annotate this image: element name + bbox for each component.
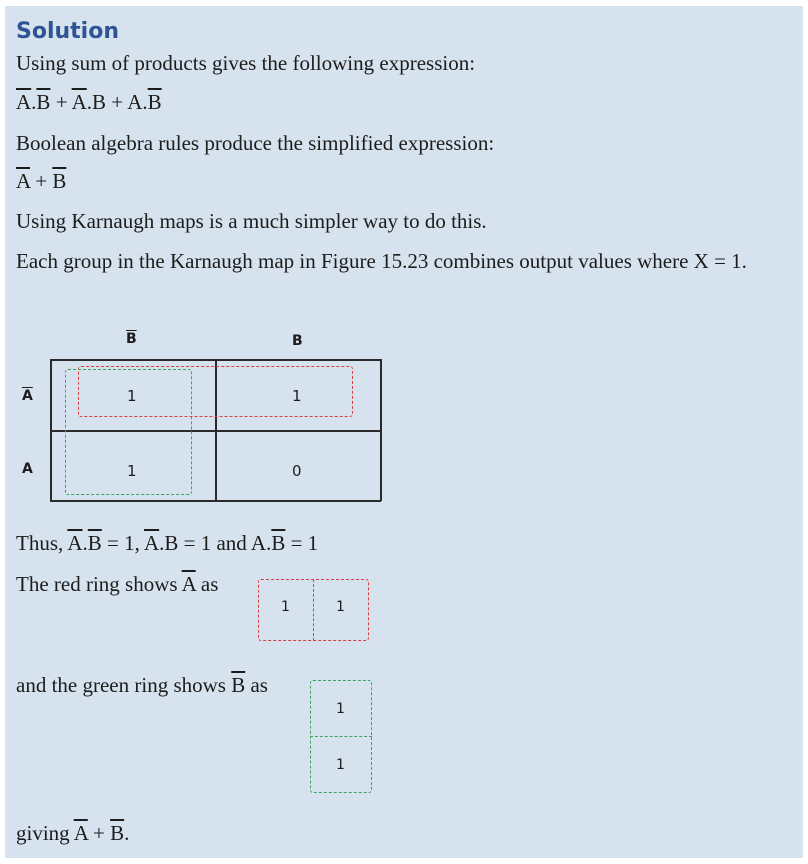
- simplified-expression: $\overline{A} + \overline{B}$: [16, 169, 67, 193]
- solution-heading: Solution: [16, 19, 119, 44]
- grid-line: [50, 359, 52, 501]
- green-ring-divider: [310, 736, 372, 737]
- row-label-a-bar: $\overline{A}$: [22, 388, 33, 404]
- thus-statement: Thus, $\overline{A}.\overline{B} = 1$, $\overline{A}.B = 1$ and $A.\overline{B} = 1$: [16, 531, 319, 555]
- kmap-cell: 1: [127, 462, 137, 480]
- row-label-a: A: [22, 461, 33, 477]
- karnaugh-intro-text: Using Karnaugh maps is a much simpler way to do this.: [16, 209, 487, 233]
- green-ring-cell: 1: [336, 757, 345, 773]
- red-ring-statement: The red ring shows $\overline{A}$ as: [16, 572, 219, 596]
- col-label-b: B: [292, 333, 303, 349]
- red-ring-cell: 1: [281, 599, 290, 615]
- intro-text: Using sum of products gives the following expression:: [16, 51, 476, 75]
- sum-of-products-expression: $\overline{A}.\overline{B} + \overline{A}.B + A.\overline{B}$: [16, 90, 162, 114]
- kmap-cell: 1: [292, 387, 302, 405]
- grid-line: [380, 359, 382, 501]
- green-ring-statement: and the green ring shows $\overline{B}$ as: [16, 673, 268, 697]
- green-ring-cell: 1: [336, 701, 345, 717]
- red-ring-cell: 1: [336, 599, 345, 615]
- kmap-cell: 1: [127, 387, 137, 405]
- conclusion-statement: giving $\overline{A} + \overline{B}$.: [16, 821, 130, 845]
- group-description-text: Each group in the Karnaugh map in Figure 15.23 combines output values where X = 1.: [16, 249, 747, 273]
- green-ring: [65, 369, 192, 495]
- col-label-b-bar: $\overline{B}$: [126, 331, 137, 347]
- boolean-algebra-text: Boolean algebra rules produce the simplified expression:: [16, 131, 495, 155]
- kmap-cell: 0: [292, 462, 302, 480]
- solution-panel: [5, 6, 803, 858]
- red-ring-divider: [313, 579, 314, 641]
